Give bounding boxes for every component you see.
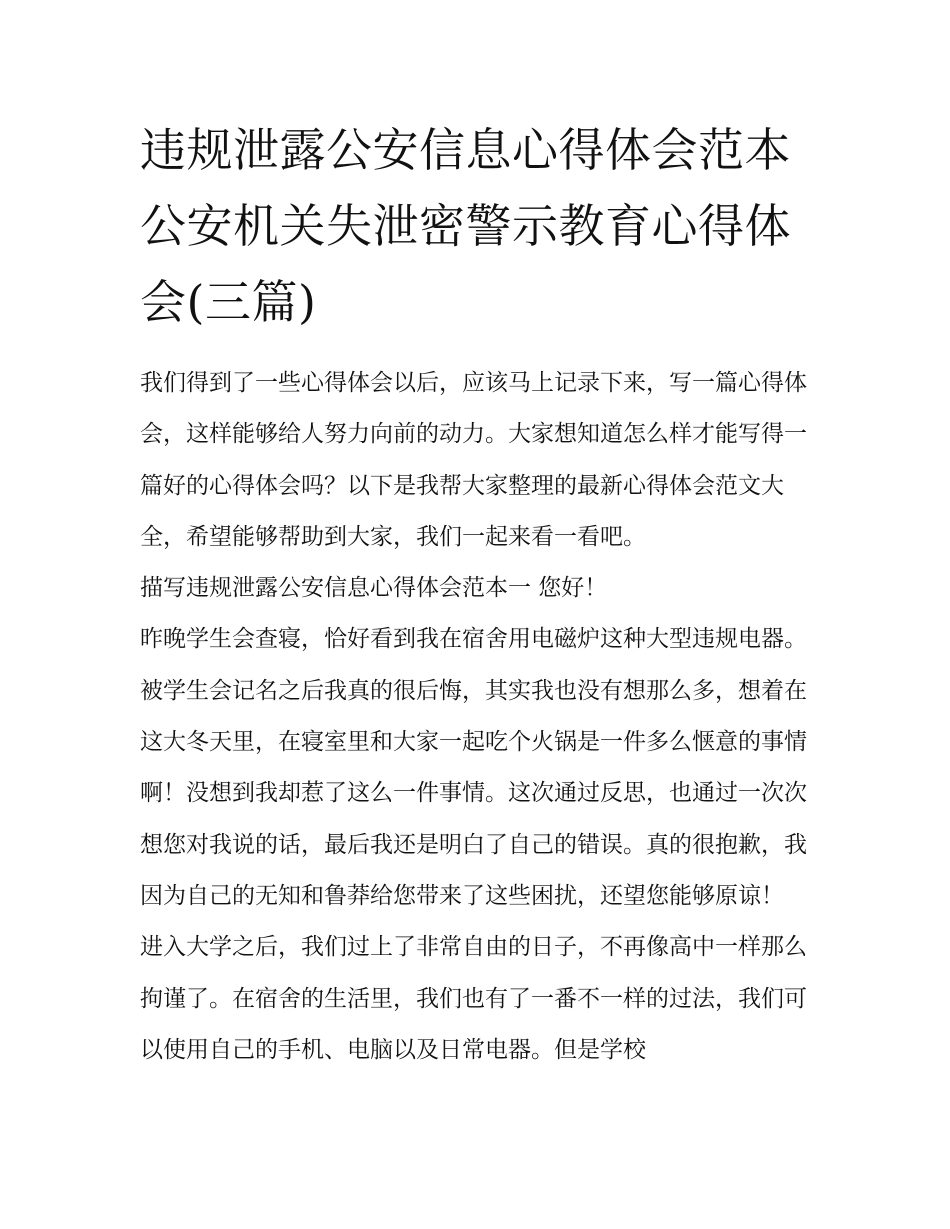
document-page (140, 112, 820, 1076)
paragraph-apology: 昨晚学生会查寝，恰好看到我在宿舍用电磁炉这种大型违规电器。被学生会记名之后我真的很后悔，其实我也没有想那么多，想着在这大冬天里，在寝室里和大家一起吃个火锅是一件多么惬意的事情啊！没想到我却惹了这么一件事情。这次通过反思，也通过一次次想您对我说的话，最后我还是明白了自己的错误。真的很抱歉，我因为自己的无知和鲁莽给您带来了这些困扰，还望您能够原谅！ (140, 626, 807, 909)
document-body (140, 358, 820, 1076)
paragraph-heading: 描写违规泄露公安信息心得体会范本一 您好！ (140, 575, 608, 602)
paragraph-intro: 我们得到了一些心得体会以后，应该马上记录下来，写一篇心得体会，这样能够给人努力向前的动力。大家想知道怎么样才能写得一篇好的心得体会吗？以下是我帮大家整理的最新心得体会范文大全，希望能够帮助到大家，我们一起来看一看吧。 (140, 370, 807, 550)
document-title: 违规泄露公安信息心得体会范本 公安机关失泄密警示教育心得体会(三篇) (140, 123, 791, 329)
paragraph-college-life: 进入大学之后，我们过上了非常自由的日子，不再像高中一样那么拘谨了。在宿舍的生活里，我们也有了一番不一样的过法，我们可以使用自己的手机、电脑以及日常电器。但是学校 (140, 934, 807, 1063)
